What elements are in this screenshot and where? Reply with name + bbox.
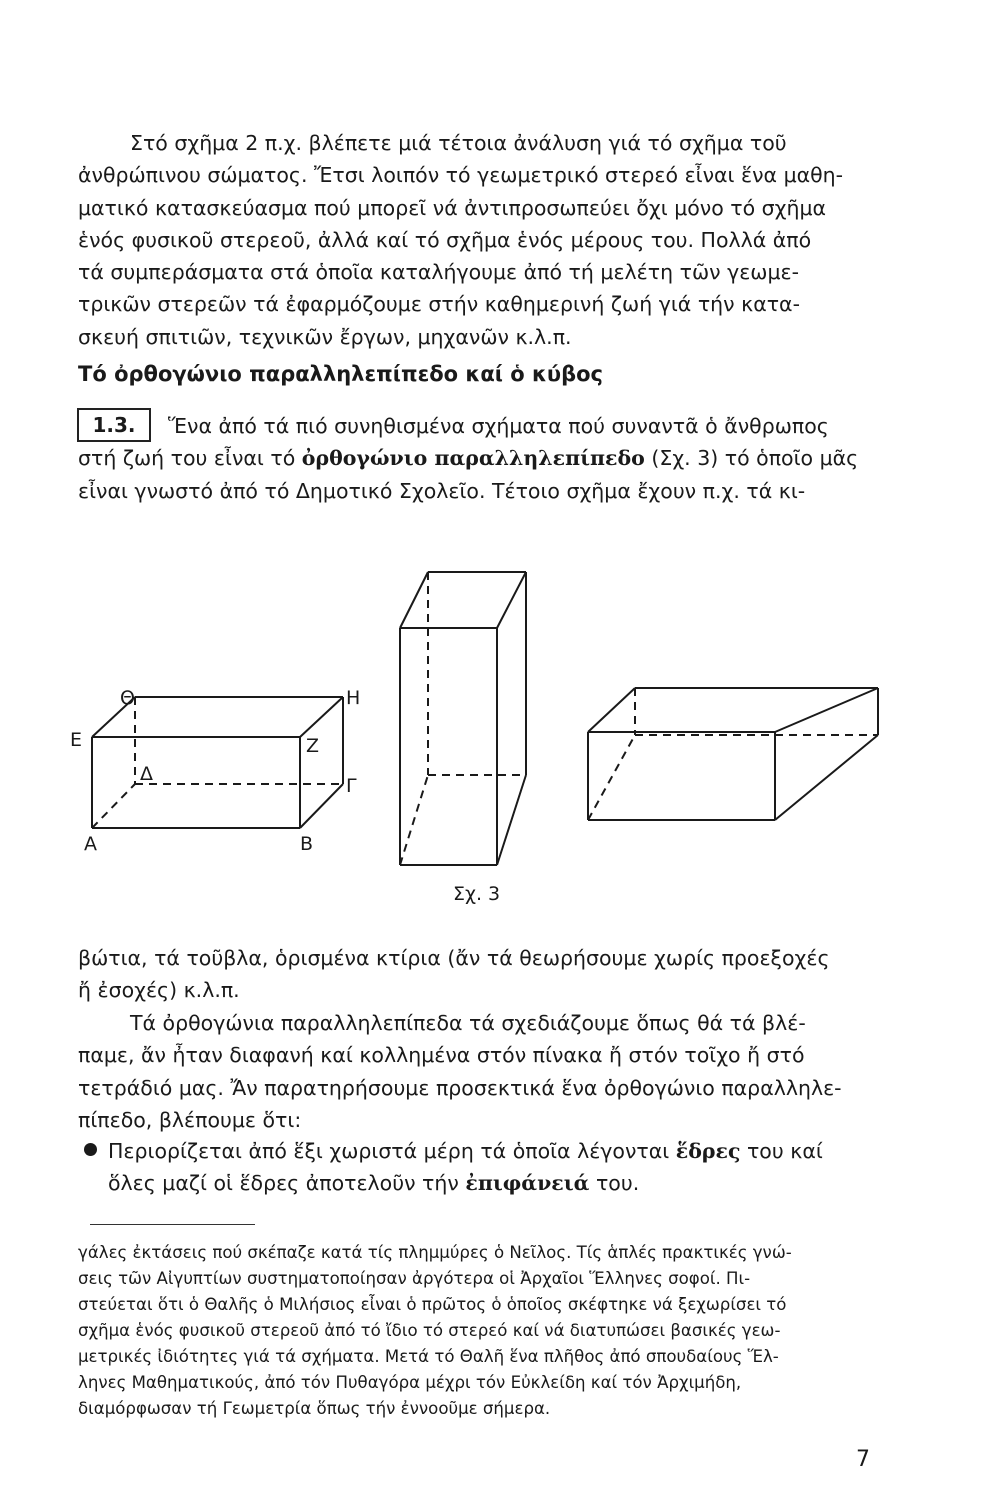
figure-caption: Σχ. 3 [453, 883, 501, 905]
box-flat [588, 688, 878, 820]
vertex-label: Ζ [306, 735, 320, 757]
paragraph-line: εἶναι γνωστό ἀπό τό Δημοτικό Σχολεῖο. Τέτοιο σχῆμα ἔχουν π.χ. τά κι- [78, 478, 806, 503]
paragraph-line: ἤ ἐσοχές) κ.λ.π. [78, 978, 240, 1003]
paragraph-line: Στό σχῆμα 2 π.χ. βλέπετε μιά τέτοια ἀνάλυση γιά τό σχῆμα τοῦ [130, 131, 787, 155]
vertex-label: Γ [346, 775, 357, 797]
bold-term: ἐπιφάνειά [465, 1171, 590, 1196]
footnote-line: ληνες Μαθηματικούς, ἀπό τόν Πυθαγόρα μέχρι τόν Εὐκλείδη καί τόν Ἀρχιμήδη, [78, 1373, 742, 1392]
footnote-line: στεύεται ὅτι ὁ Θαλῆς ὁ Μιλήσιος εἶναι ὁ πρῶτος ὁ ὁποῖος σκέφτηκε νά ξεχωρίσει τό [78, 1295, 787, 1314]
text-run: του. [589, 1171, 640, 1196]
bullet-icon [84, 1143, 97, 1156]
footnote-line: μετρικές ἰδιότητες γιά τά σχήματα. Μετά τό Θαλῆ ἕνα πλῆθος ἀπό σπουδαίους Ἕλ- [78, 1347, 779, 1366]
paragraph-line: σκευή σπιτιῶν, τεχνικῶν ἔργων, μηχανῶν κ.λ.π. [78, 324, 572, 349]
footnote-line: σχῆμα ἑνός φυσικοῦ στερεοῦ ἀπό τό ἴδιο τό στερεό καί νά διατυπώσει βασικές γεω- [78, 1321, 781, 1340]
footnote-divider [90, 1224, 255, 1225]
box-vertical [400, 572, 526, 865]
paragraph-line: ἑνός φυσικοῦ στερεοῦ, ἀλλά καί τό σχῆμα ἑνός μέρους του. Πολλά ἀπό [78, 227, 812, 252]
paragraph-line: τά συμπεράσματα στά ὁποῖα καταλήγουμε ἀπό τή μελέτη τῶν γεωμε- [78, 260, 799, 285]
box-horizontal [92, 697, 343, 828]
vertex-label: Α [84, 833, 97, 855]
paragraph-line: Τά ὀρθογώνια παραλληλεπίπεδα τά σχεδιάζουμε ὅπως θά τά βλέ- [130, 1011, 806, 1035]
bold-term: ὀρθογώνιο παραλληλεπίπεδο [301, 446, 645, 471]
vertex-label: Θ [120, 687, 135, 709]
paragraph-line: παμε, ἄν ἦταν διαφανή καί κολλημένα στόν πίνακα ἤ στόν τοῖχο ἤ στό [78, 1043, 805, 1068]
figure-3 [60, 560, 900, 920]
text-run: του καί [740, 1139, 823, 1163]
text-run: στή ζωή του εἶναι τό [78, 446, 302, 471]
paragraph-line: ματικό κατασκεύασμα πού μπορεῖ νά ἀντιπροσωπεύει ὄχι μόνο τό σχῆμα [78, 195, 827, 220]
examples-paragraph [78, 942, 883, 1007]
paragraph-line [78, 442, 883, 474]
text-run: ὅλες μαζί οἱ ἕδρες ἀποτελοῦν τήν [108, 1171, 466, 1196]
paragraph-line: βώτια, τά τοῦβλα, ὁρισμένα κτίρια (ἄν τά θεωρήσουμε χωρίς προεξοχές [78, 946, 830, 970]
vertex-label: Η [346, 687, 361, 709]
vertex-label: Β [300, 833, 314, 855]
text-run: (Σχ. 3) τό ὁποῖο μᾶς [644, 446, 859, 471]
bold-term: ἕδρες [675, 1139, 741, 1163]
section-number-box: 1.3. [77, 408, 151, 442]
vertex-label: Ε [70, 729, 83, 751]
text-run: Περιορίζεται ἀπό ἕξι χωριστά μέρη τά ὁποῖα λέγονται [108, 1139, 676, 1163]
paragraph-line: ἀνθρώπινου σώματος. Ἔτσι λοιπόν τό γεωμετρικό στερεό εἶναι ἕνα μαθη- [78, 163, 844, 188]
parallelepiped-drawings [60, 560, 900, 920]
paragraph-line: τετράδιό μας. Ἄν παρατηρήσουμε προσεκτικά ἕνα ὀρθογώνιο παραλληλε- [78, 1075, 842, 1100]
footnote-line: διαμόρφωσαν τή Γεωμετρία ὅπως τήν ἐννοοῦμε σήμερα. [78, 1399, 551, 1418]
footnote [78, 1240, 878, 1422]
footnote-line: γάλες ἐκτάσεις πού σκέπαζε κατά τίς πλημμύρες ὁ Νεῖλος. Τίς ἁπλές πρακτικές γνώ- [78, 1243, 792, 1262]
bullet-item [108, 1135, 883, 1200]
section-heading: Τό ὀρθογώνιο παραλληλεπίπεδο καί ὁ κύβος [78, 362, 604, 386]
paragraph-line [108, 1167, 883, 1199]
page-number: 7 [856, 1447, 870, 1472]
paragraph-line: Ἕνα ἀπό τά πιό συνηθισμένα σχήματα πού συναντᾶ ὁ ἄνθρωπος [168, 414, 829, 438]
footnote-line: σεις τῶν Αἰγυπτίων συστηματοποίησαν ἀργότερα οἱ Ἀρχαῖοι Ἕλληνες σοφοί. Πι- [78, 1269, 751, 1288]
paragraph-line: τρικῶν στερεῶν τά ἐφαρμόζουμε στήν καθημερινή ζωή γιά τήν κατα- [78, 292, 800, 317]
vertex-label: Δ [140, 763, 153, 785]
definition-paragraph [78, 410, 883, 507]
intro-paragraph [78, 127, 883, 353]
paragraph-line: πίπεδο, βλέπουμε ὅτι: [78, 1107, 302, 1132]
paragraph-line [108, 1135, 883, 1167]
drawing-paragraph [78, 1007, 883, 1136]
